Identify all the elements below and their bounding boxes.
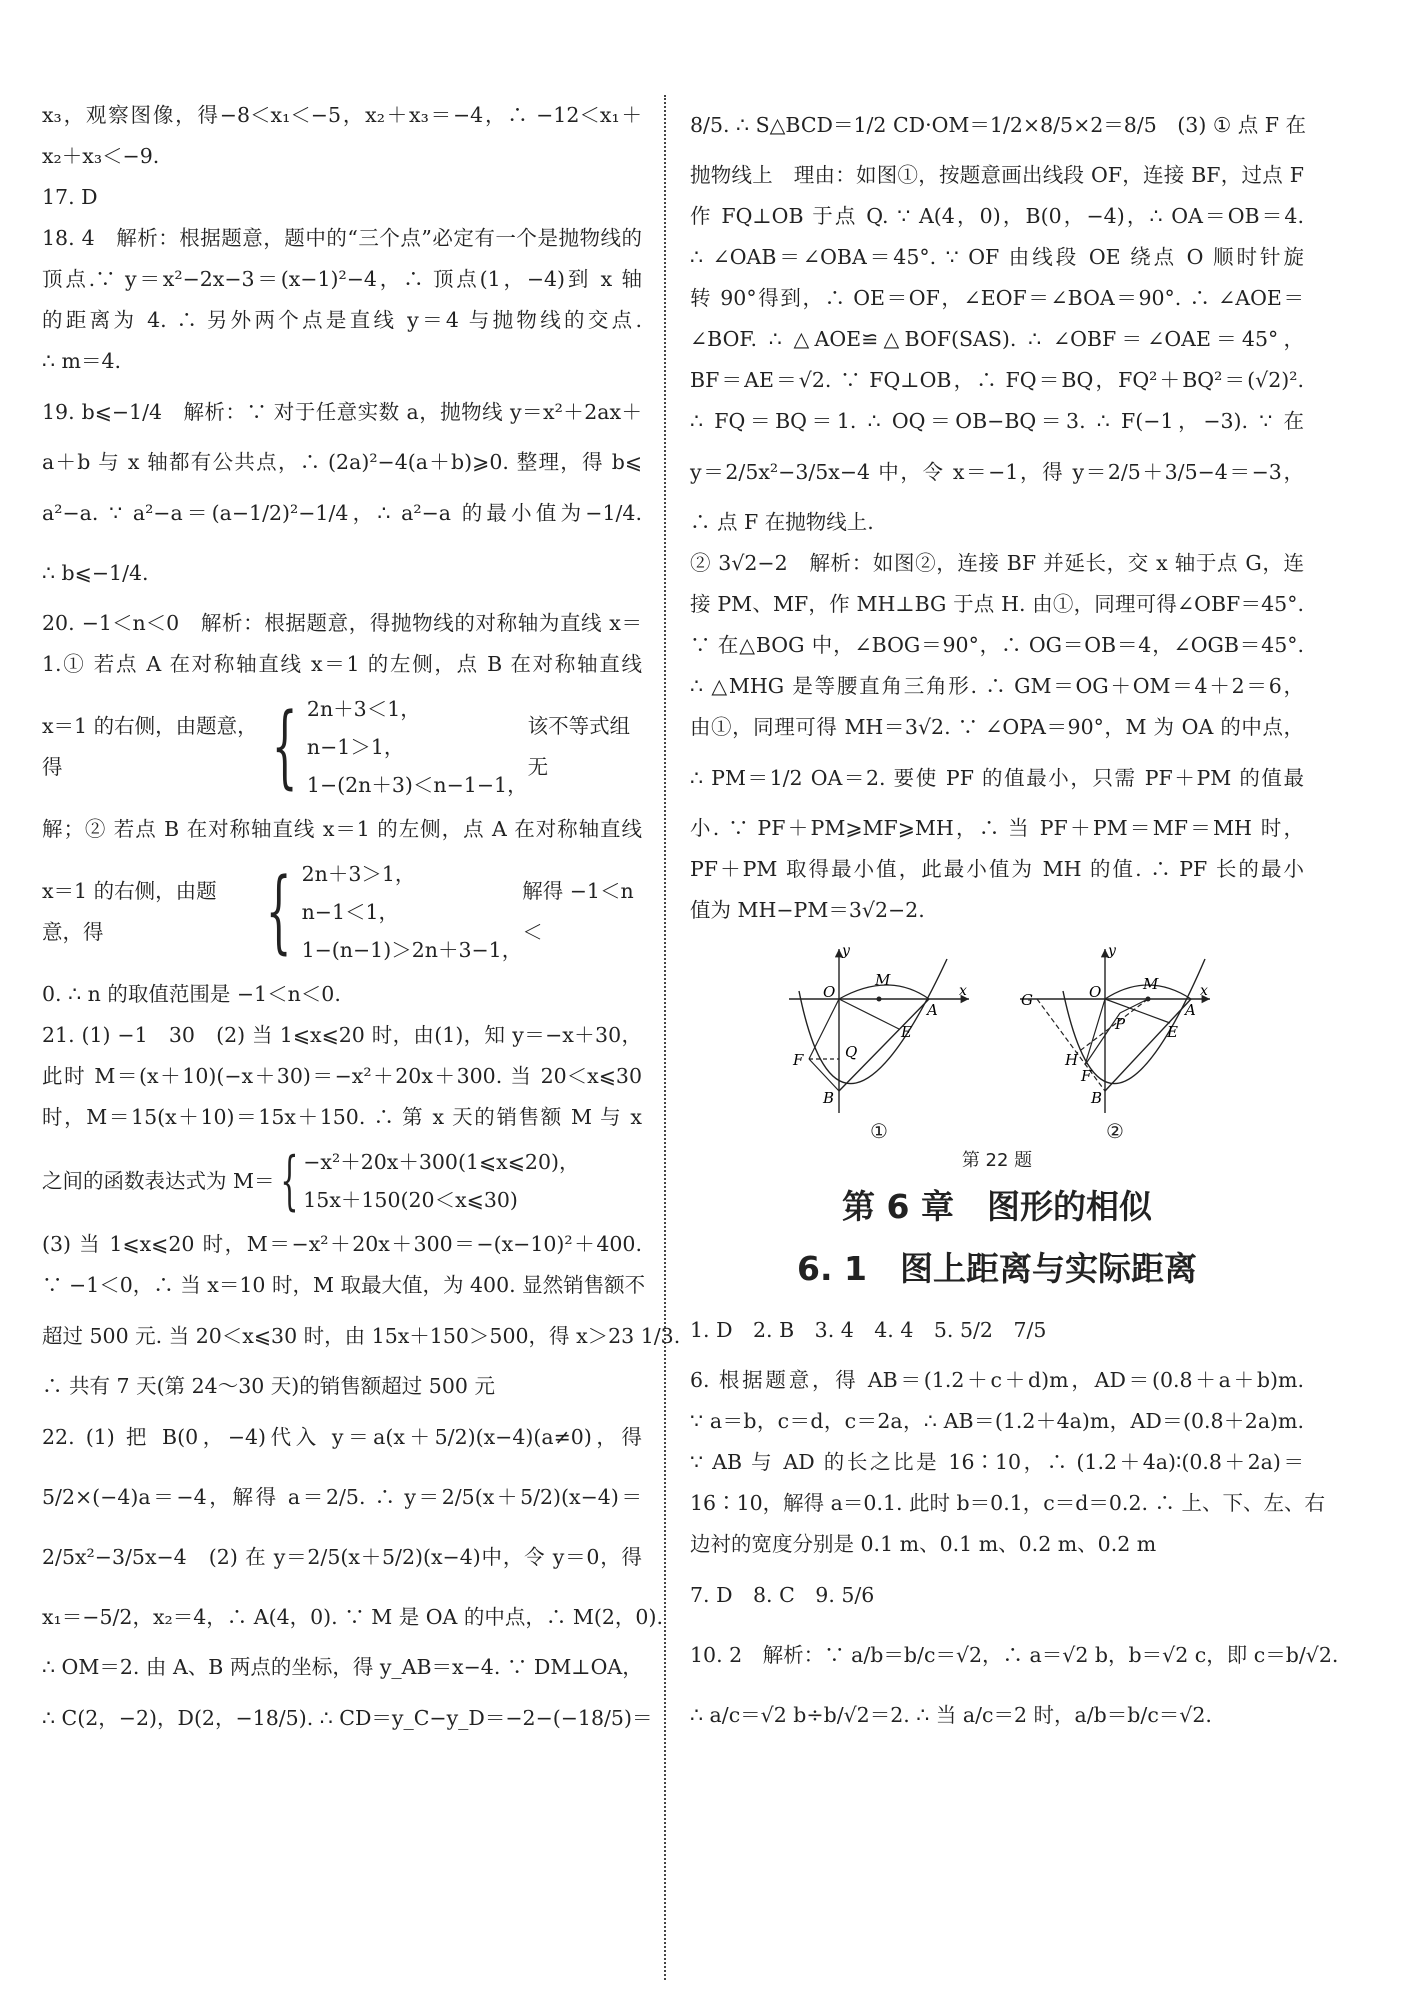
point-label-p: P — [1115, 1015, 1126, 1033]
text-line: y＝2/5x²−3/5x−4 中，令 x＝−1，得 y＝2/5＋3/5−4＝−3， — [690, 460, 1304, 484]
text-line: 边衬的宽度分别是 0.1 m、0.1 m、0.2 m、0.2 m — [690, 1532, 1157, 1556]
brace-symbol: { — [279, 1144, 299, 1218]
inequality-rows — [307, 690, 528, 804]
text-line: 2/5x²−3/5x−4 (2) 在 y＝2/5(x＋5/2)(x−4)中，令 y＝0，得 — [42, 1545, 642, 1569]
brace-prefix: x＝1 的右侧，由题意，得 — [42, 714, 258, 779]
text-line: ∴ m＝4. — [42, 349, 122, 373]
brace-symbol: { — [266, 859, 292, 964]
text-line: ∵ AB 与 AD 的长之比是 16∶10，∴ (1.2＋4a)∶(0.8＋2a)＝ — [690, 1450, 1304, 1474]
text-line: 0. ∴ n 的取值范围是 −1＜n＜0. — [42, 982, 341, 1006]
text-line: BF＝AE＝√2. ∵ FQ⊥OB，∴ FQ＝BQ，FQ²＋BQ²＝(√2)². — [690, 368, 1304, 392]
axis-label-x: x — [959, 983, 967, 999]
answer-18: 18. 4 解析：根据题意，题中的“三个点”必定有一个是抛物线的 — [42, 226, 642, 250]
text-line: 时，M＝15(x＋10)＝15x＋150. ∴ 第 x 天的销售额 M 与 x — [42, 1105, 642, 1129]
inequality-row: 2n＋3＜1， — [306, 697, 421, 721]
axis-label-y: y — [842, 943, 850, 959]
point-label-q: Q — [845, 1043, 858, 1061]
text-line: ∴ 共有 7 天(第 24～30 天)的销售额超过 500 元 — [42, 1374, 495, 1398]
chapter-title: 第 6 章 图形的相似 — [842, 1187, 1152, 1226]
inequality-system-1 — [42, 685, 642, 809]
text-line: ∴ ∠OAB＝∠OBA＝45°. ∵ OF 由线段 OE 绕点 O 顺时针旋 — [690, 245, 1304, 269]
text-line: ∴ 点 F 在抛物线上. — [690, 510, 874, 534]
text-line: ∴ C(2，−2)，D(2，−18/5). ∴ CD＝y_C−y_D＝−2−(−18/5)＝ — [42, 1706, 653, 1730]
text-line: 此时 M＝(x＋10)(−x＋30)＝−x²＋20x＋300. 当 20＜x⩽30 — [42, 1064, 642, 1088]
text-line: x₁＝−5/2，x₂＝4，∴ A(4，0). ∵ M 是 OA 的中点，∴ M(2，0). — [42, 1605, 663, 1629]
answers-7-9: 7. D 8. C 9. 5/6 — [690, 1583, 875, 1607]
text-line: ∠BOF. ∴ △AOE≌△BOF(SAS). ∴ ∠OBF＝∠OAE＝45°， — [690, 327, 1304, 351]
text-line: 接 PM、MF，作 MH⊥BG 于点 H. 由①，同理可得∠OBF＝45°. — [690, 592, 1304, 616]
answer-20: 20. −1＜n＜0 解析：根据题意，得抛物线的对称轴为直线 x＝ — [42, 611, 642, 635]
text-line: ∴ b⩽−1/4. — [42, 561, 149, 585]
figure-group — [690, 941, 1304, 1146]
point-label-e: E — [901, 1023, 912, 1041]
point-label-o: O — [1089, 983, 1102, 1001]
text-line: 8/5. ∴ S△BCD＝1/2 CD·OM＝1/2×8/5×2＝8/5 (3) ① 点 F 在 — [690, 113, 1306, 137]
inequality-system-2 — [42, 850, 642, 974]
text-line: ② 3√2−2 解析：如图②，连接 BF 并延长，交 x 轴于点 G，连 — [690, 551, 1304, 575]
left-column — [42, 95, 681, 1748]
text-line: x₃，观察图像，得−8＜x₁＜−5，x₂＋x₃＝−4，∴ −12＜x₁＋ — [42, 103, 642, 127]
point-label-b: B — [823, 1089, 835, 1107]
text-line: 5/2×(−4)a＝−4，解得 a＝2/5. ∴ y＝2/5(x＋5/2)(x−4)＝ — [42, 1485, 642, 1509]
text-line: a＋b 与 x 轴都有公共点，∴ (2a)²−4(a＋b)⩾0. 整理，得 b⩽ — [42, 450, 642, 474]
text-line: ∵ 在△BOG 中，∠BOG＝90°，∴ OG＝OB＝4，∠OGB＝45°. — [690, 633, 1304, 657]
axis-label-x: x — [1200, 983, 1208, 999]
brace-symbol: { — [271, 694, 298, 799]
point-label-h: H — [1065, 1051, 1079, 1069]
figure-1 — [779, 941, 979, 1146]
answers-1-5: 1. D 2. B 3. 4 4. 4 5. 5/2 7/5 — [690, 1318, 1047, 1342]
text-line: x₂＋x₃＜−9. — [42, 144, 160, 168]
point-label-e: E — [1167, 1023, 1178, 1041]
inequality-row: 1−(n−1)＞2n＋3−1， — [301, 938, 523, 962]
answer-19: 19. b⩽−1/4 解析：∵ 对于任意实数 a，抛物线 y＝x²＋2ax＋ — [42, 400, 642, 424]
text-line: 抛物线上 理由：如图①，按题意画出线段 OF，连接 BF，过点 F — [690, 163, 1304, 187]
point-label-b: B — [1091, 1089, 1103, 1107]
point-label-f: F — [793, 1051, 804, 1069]
text-line: 转 90°得到，∴ OE＝OF，∠EOF＝∠BOA＝90°. ∴ ∠AOE＝ — [690, 286, 1304, 310]
text-line: (3) 当 1⩽x⩽20 时，M＝−x²＋20x＋300＝−(x−10)²＋400. — [42, 1232, 642, 1256]
brace-suffix: 该不等式组无 — [527, 714, 631, 779]
text-line: 由①，同理可得 MH＝3√2. ∵ ∠OPA＝90°，M 为 OA 的中点， — [690, 715, 1304, 739]
point-label-m: M — [875, 971, 891, 989]
text-line: ∴ PM＝1/2 OA＝2. 要使 PF 的值最小，只需 PF＋PM 的值最 — [690, 766, 1304, 790]
text-line: PF＋PM 取得最小值，此最小值为 MH 的值. ∴ PF 长的最小 — [690, 857, 1304, 881]
figure-2 — [1015, 941, 1215, 1146]
text-line: ∴ a/c＝√2 b÷b/√2＝2. ∴ 当 a/c＝2 时，a/b＝b/c＝√2. — [690, 1703, 1212, 1727]
text-line: 值为 MH−PM＝3√2−2. — [690, 898, 925, 922]
column-divider — [664, 95, 666, 1980]
text-line: 解；② 若点 B 在对称轴直线 x＝1 的左侧，点 A 在对称轴直线 — [42, 817, 642, 841]
inequality-row: n−1＞1， — [306, 735, 405, 759]
text-line: ∵ a＝b，c＝d，c＝2a，∴ AB＝(1.2＋4a)m，AD＝(0.8＋2a)m. — [690, 1409, 1304, 1433]
inequality-row: 1−(2n＋3)＜n−1−1， — [306, 773, 528, 797]
piecewise-function — [42, 1138, 642, 1224]
piecewise-row: −x²＋20x＋300(1⩽x⩽20)， — [303, 1150, 580, 1174]
point-label-g: G — [1021, 991, 1033, 1009]
axis-label-y: y — [1108, 943, 1116, 959]
text-line: 顶点.∵ y＝x²−2x−3＝(x−1)²−4，∴ 顶点(1，−4)到 x 轴 — [42, 267, 642, 291]
piecewise-row: 15x＋150(20＜x⩽30) — [303, 1188, 518, 1212]
figure-caption: 第 22 题 — [961, 1150, 1033, 1171]
inequality-row: n−1＜1， — [301, 900, 400, 924]
brace-suffix: 解得 −1＜n＜ — [522, 879, 634, 944]
inequality-rows — [302, 855, 523, 969]
answer-10: 10. 2 解析：∵ a/b＝b/c＝√2，∴ a＝√2 b，b＝√2 c，即 c＝b/√2. — [690, 1643, 1339, 1667]
text-line: 的距离为 4. ∴ 另外两个点是直线 y＝4 与抛物线的交点. — [42, 308, 642, 332]
text-line: 小. ∵ PF＋PM⩾MF⩾MH，∴ 当 PF＋PM＝MF＝MH 时， — [690, 816, 1304, 840]
text-line: 1.① 若点 A 在对称轴直线 x＝1 的左侧，点 B 在对称轴直线 — [42, 652, 642, 676]
right-column — [690, 95, 1339, 1745]
text-line: ∴ FQ＝BQ＝1. ∴ OQ＝OB−BQ＝3. ∴ F(−1，−3). ∵ 在 — [690, 409, 1304, 433]
text-line: ∴ △MHG 是等腰直角三角形. ∴ GM＝OG＋OM＝4＋2＝6， — [690, 674, 1304, 698]
piecewise-rows — [303, 1143, 579, 1219]
text-line: 16∶10，解得 a＝0.1. 此时 b＝0.1，c＝d＝0.2. ∴ 上、下、左、右 — [690, 1491, 1326, 1515]
parabola-diagram-2 — [1015, 941, 1215, 1116]
figure-2-number: ② — [1106, 1119, 1124, 1143]
answer-21: 21. (1) −1 30 (2) 当 1⩽x⩽20 时，由(1)，知 y＝−x＋30， — [42, 1023, 642, 1047]
brace-prefix: x＝1 的右侧，由题意，得 — [42, 879, 217, 944]
point-label-f: F — [1081, 1067, 1092, 1085]
point-label-a: A — [927, 1001, 938, 1019]
parabola-diagram-1 — [779, 941, 979, 1116]
point-label-m: M — [1143, 975, 1159, 993]
text-line: 超过 500 元. 当 20＜x⩽30 时，由 15x＋150＞500，得 x＞23 1/3. — [42, 1324, 681, 1348]
answer-6: 6. 根据题意，得 AB＝(1.2＋c＋d)m，AD＝(0.8＋a＋b)m. — [690, 1368, 1304, 1392]
point-label-o: O — [823, 983, 836, 1001]
point-label-a: A — [1185, 1001, 1196, 1019]
inequality-row: 2n＋3＞1， — [301, 862, 416, 886]
text-line: ∵ −1＜0，∴ 当 x＝10 时，M 取最大值，为 400. 显然销售额不 — [42, 1273, 646, 1297]
answer-17: 17. D — [42, 185, 98, 209]
text-line: 作 FQ⊥OB 于点 Q. ∵ A(4，0)，B(0，−4)，∴ OA＝OB＝4. — [690, 204, 1304, 228]
answer-22: 22. (1) 把 B(0，−4)代入 y＝a(x＋5/2)(x−4)(a≠0)，得 — [42, 1425, 642, 1449]
text-line: a²−a. ∵ a²−a＝(a−1/2)²−1/4，∴ a²−a 的最小值为−1/4. — [42, 501, 642, 525]
section-title: 6. 1 图上距离与实际距离 — [797, 1249, 1197, 1288]
text-line: ∴ OM＝2. 由 A、B 两点的坐标，得 y_AB＝x−4. ∵ DM⊥OA， — [42, 1655, 643, 1679]
brace-prefix: 之间的函数表达式为 M＝ — [42, 1168, 275, 1193]
figure-1-number: ① — [870, 1119, 888, 1143]
